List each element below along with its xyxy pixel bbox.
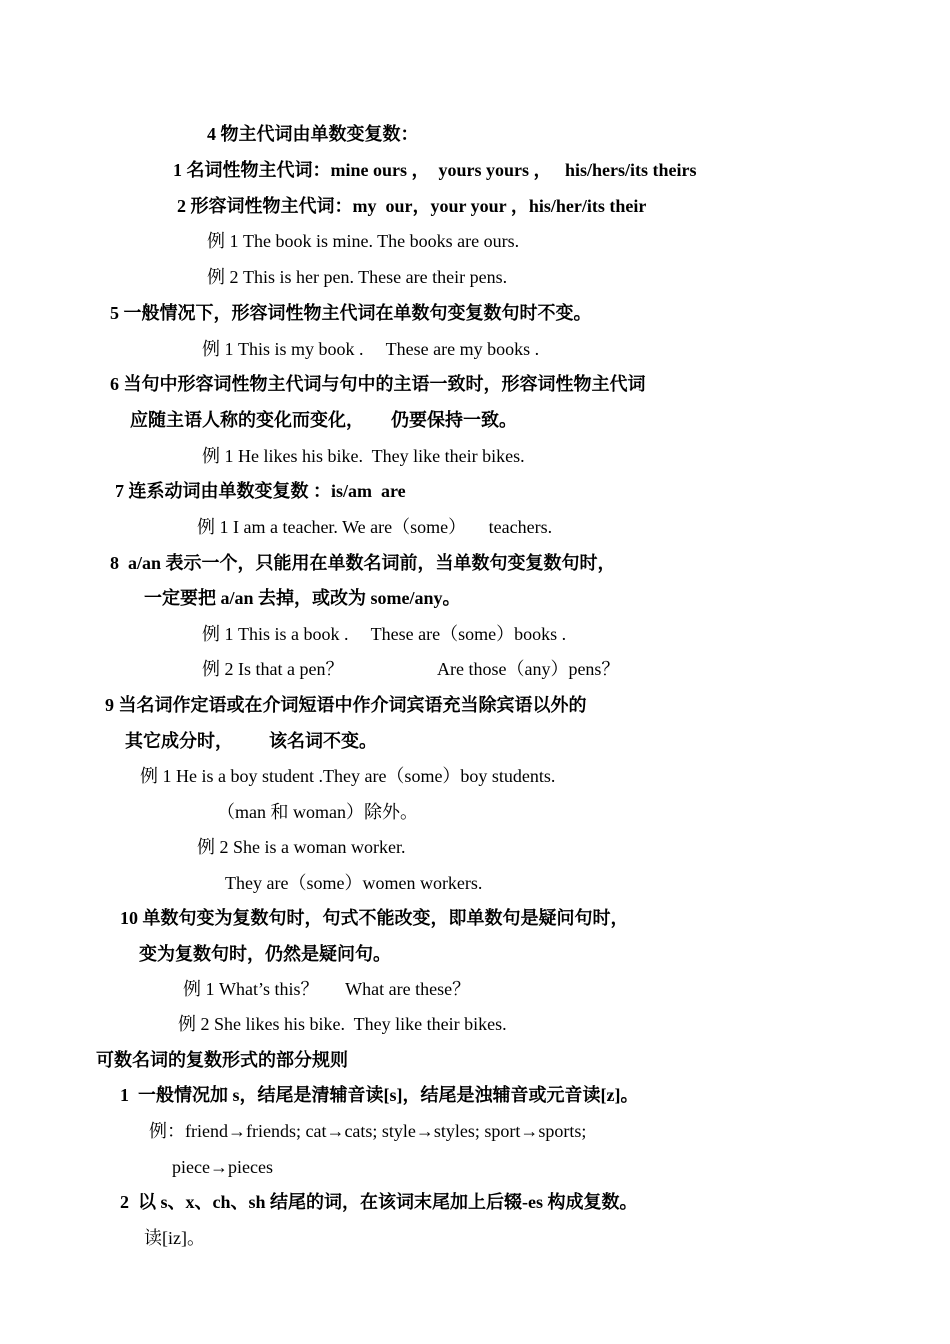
rule-8-heading: 8 a/an 表示一个，只能用在单数名词前，当单数句变复数句时， [110, 553, 616, 573]
rule-6-heading-cont: 应随主语人称的变化而变化， 仍要保持一致。 [130, 410, 517, 430]
plural-rule-2: 2 以 s、x、ch、sh 结尾的词，在该词末尾加上后辍-es 构成复数。 [120, 1192, 638, 1212]
rule-9-heading: 9 当名词作定语或在介词短语中作介词宾语充当除宾语以外的 [105, 695, 587, 715]
rule-5-example-1: 例 1 This is my book . These are my books . [202, 339, 540, 359]
rule-9-example-1: 例 1 He is a boy student .They are（some）boy students. [140, 766, 556, 786]
rule-10-heading-cont: 变为复数句时，仍然是疑问句。 [139, 944, 391, 964]
plural-rule-2-pronunciation: 读[iz]。 [144, 1228, 205, 1248]
rule-10-example-1: 例 1 What’s this？ What are these？ [183, 979, 471, 999]
rule-6-example-1: 例 1 He likes his bike. They like their bikes. [202, 446, 525, 466]
rule-4-example-1: 例 1 The book is mine. The books are ours. [207, 231, 520, 251]
rule-8-example-1: 例 1 This is a book . These are（some）books . [202, 624, 567, 644]
rule-6-heading: 6 当句中形容词性物主代词与句中的主语一致时，形容词性物主代词 [110, 374, 646, 394]
rule-10-example-2: 例 2 She likes his bike. They like their bikes. [178, 1014, 507, 1034]
plural-rule-1-examples: 例：friend→friends; cat→cats; style→styles; sport→sports; [149, 1121, 587, 1141]
rule-10-heading: 10 单数句变为复数句时，句式不能改变，即单数句是疑问句时， [120, 908, 629, 928]
rule-9-heading-cont: 其它成分时， 该名词不变。 [125, 731, 377, 751]
rule-4-nominal-pronouns: 1 名词性物主代词：mine ours ， yours yours ， his/hers/its theirs [173, 160, 697, 180]
rule-7-example-1: 例 1 I am a teacher. We are（some） teachers. [197, 517, 553, 537]
rule-9-example-2: 例 2 She is a woman worker. [197, 837, 406, 857]
plural-rule-1-examples-cont: piece→pieces [172, 1157, 273, 1177]
rule-4-adjective-pronouns: 2 形容词性物主代词：my our，your your ，his/her/its their [177, 196, 647, 216]
section-heading-plural-rules: 可数名词的复数形式的部分规则 [96, 1050, 348, 1070]
rule-5-heading: 5 一般情况下，形容词性物主代词在单数句变复数句时不变。 [110, 303, 592, 323]
rule-9-exception-note: （man 和 woman）除外。 [217, 802, 418, 822]
plural-rule-1: 1 一般情况加 s，结尾是清辅音读[s]，结尾是浊辅音或元音读[z]。 [120, 1085, 639, 1105]
rule-8-heading-cont: 一定要把 a/an 去掉，或改为 some/any。 [144, 588, 461, 608]
rule-8-example-2: 例 2 Is that a pen？ Are those（any）pens？ [202, 659, 620, 679]
rule-7-heading: 7 连系动词由单数变复数 ：is/am are [115, 481, 406, 501]
rule-4-example-2: 例 2 This is her pen. These are their pens. [207, 267, 508, 287]
rule-4-heading: 4 物主代词由单数变复数： [207, 124, 419, 144]
rule-9-example-2-plural: They are（some）women workers. [225, 873, 483, 893]
